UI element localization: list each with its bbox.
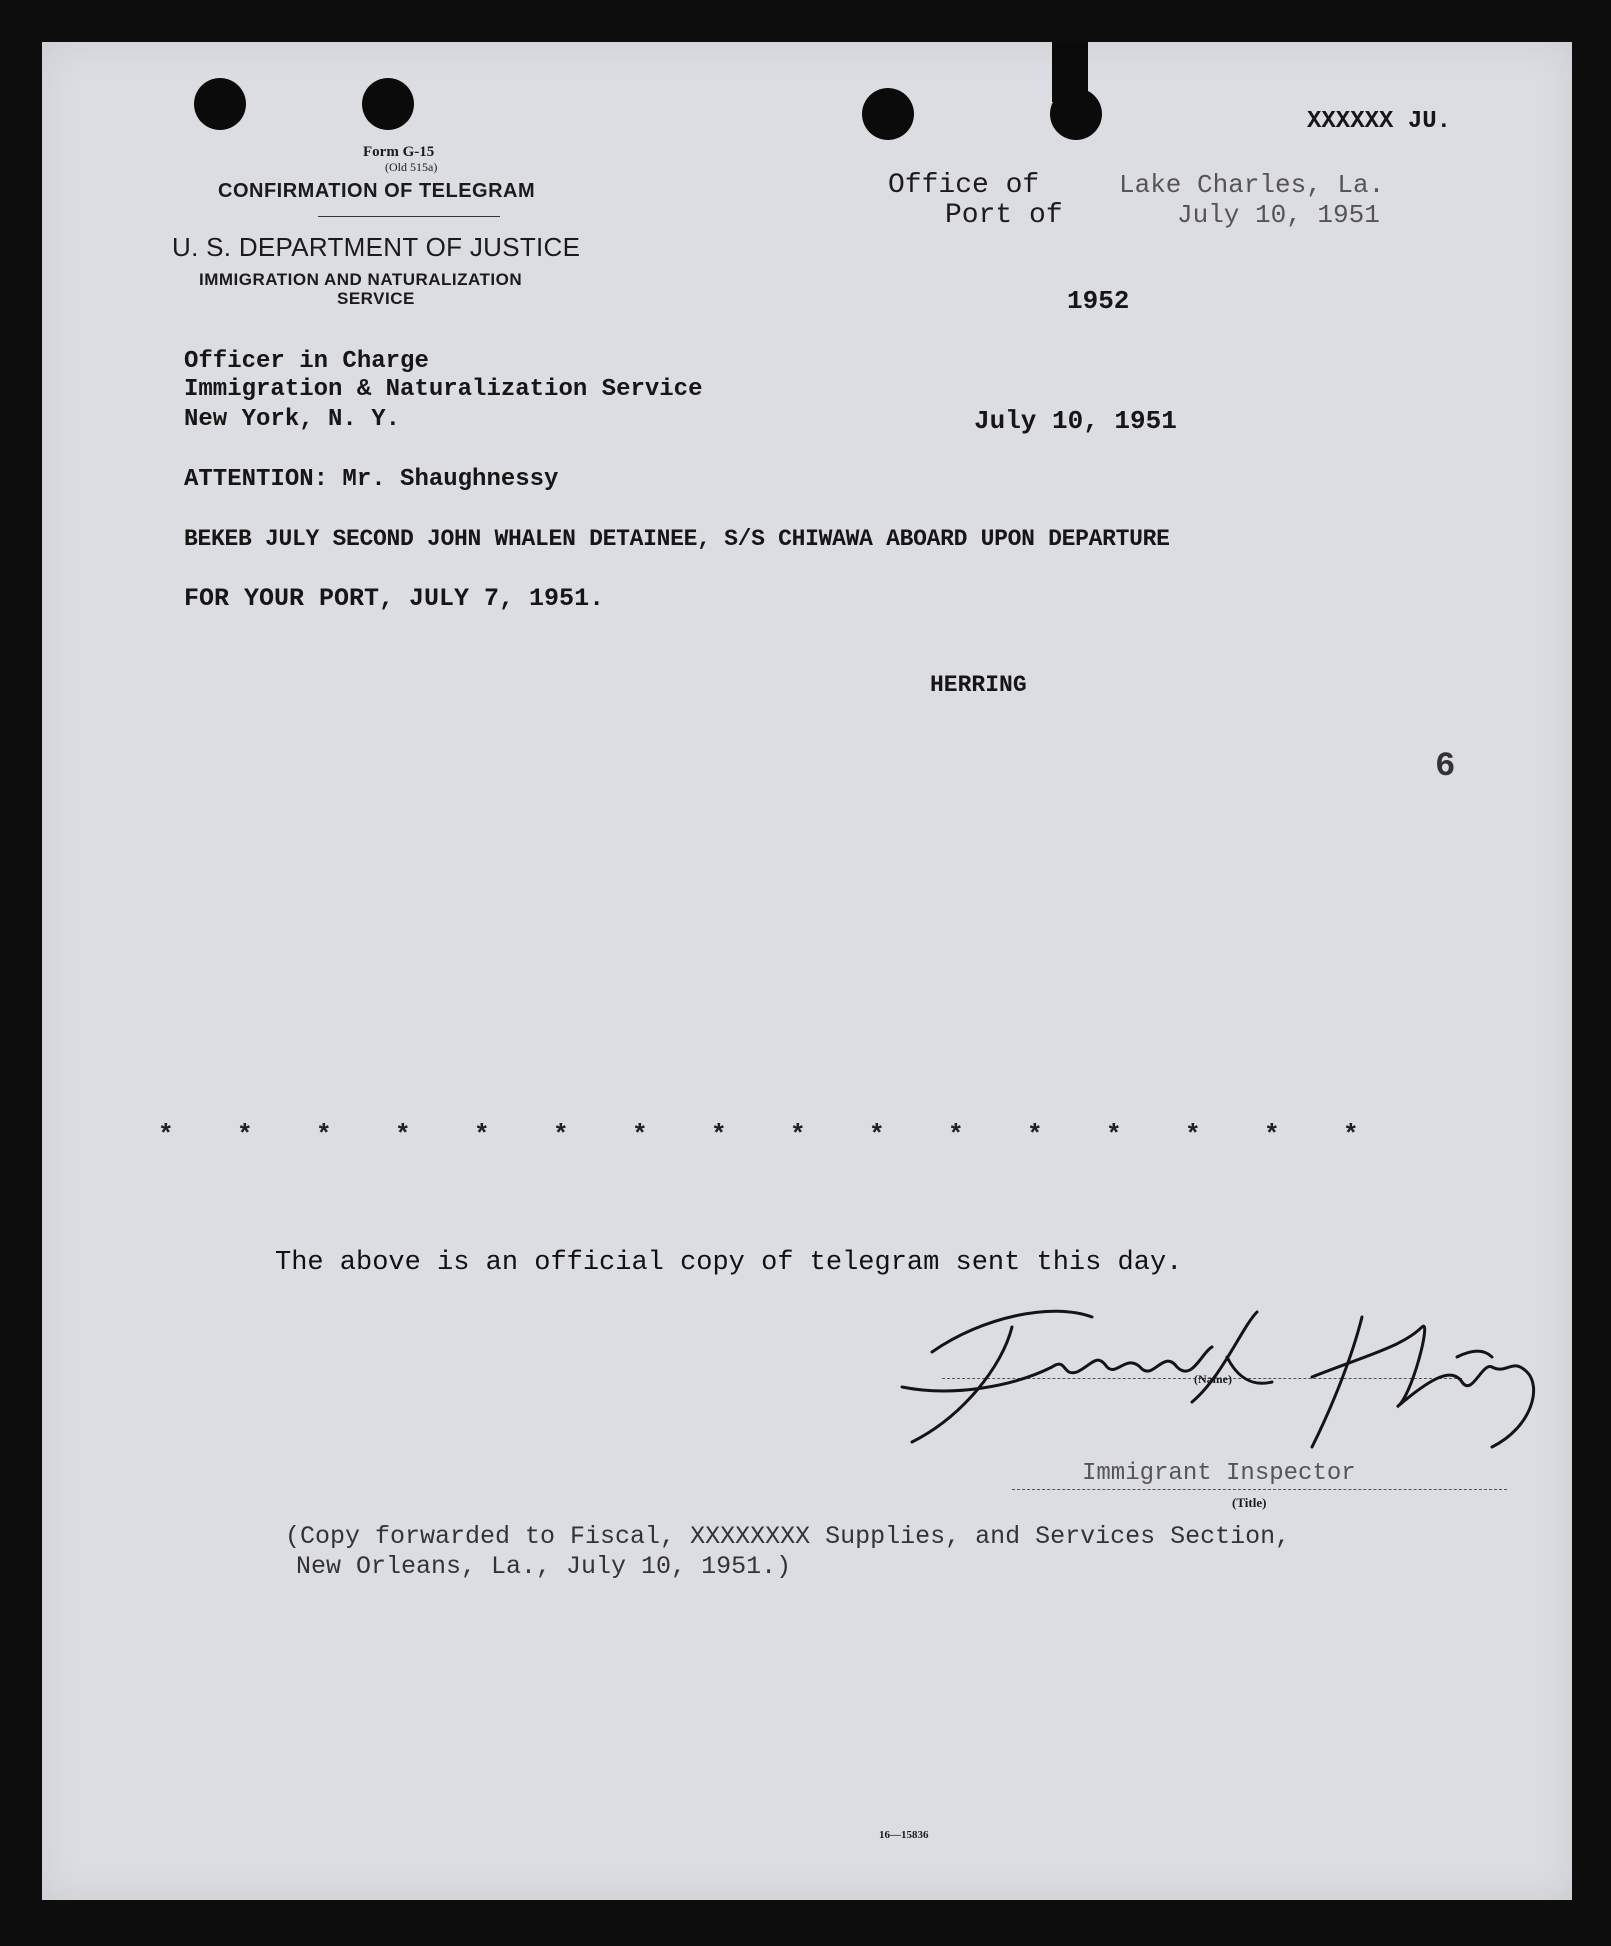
- separator-star: *: [869, 1120, 885, 1150]
- form-title: CONFIRMATION OF TELEGRAM: [218, 180, 536, 202]
- service-name-line2: SERVICE: [337, 289, 415, 308]
- addressee-line3: New York, N. Y.: [184, 406, 401, 433]
- certification-text: The above is an official copy of telegram sent this day.: [275, 1248, 1183, 1278]
- port-of-label: Port of: [945, 200, 1063, 231]
- name-caption: (Name): [1194, 1372, 1232, 1386]
- separator-star: *: [790, 1120, 806, 1150]
- separator-star: *: [316, 1120, 332, 1150]
- telegram-date: July 10, 1951: [974, 406, 1177, 436]
- form-old-number: (Old 515a): [385, 160, 438, 174]
- message-line2: FOR YOUR PORT, JULY 7, 1951.: [184, 584, 605, 613]
- separator-star: *: [1185, 1120, 1201, 1150]
- year: 1952: [1067, 286, 1130, 316]
- attention-line: ATTENTION: Mr. Shaughnessy: [184, 466, 559, 493]
- message-line1: BEKEB JULY SECOND JOHN WHALEN DETAINEE, S/S CHIWAWA ABOARD UPON DEPARTURE: [184, 526, 1170, 552]
- copy-note-line2: New Orleans, La., July 10, 1951.): [296, 1552, 792, 1581]
- separator-star: *: [158, 1120, 174, 1150]
- service-name-line1: IMMIGRATION AND NATURALIZATION: [199, 270, 523, 289]
- port-value: July 10, 1951: [1177, 200, 1380, 230]
- sender-name: HERRING: [930, 672, 1027, 698]
- separator-star: *: [1027, 1120, 1043, 1150]
- separator-star: *: [1264, 1120, 1280, 1150]
- title-value: Immigrant Inspector: [1082, 1460, 1356, 1487]
- separator-star: *: [1106, 1120, 1122, 1150]
- punch-hole: [862, 88, 914, 140]
- department-name: U. S. DEPARTMENT OF JUSTICE: [172, 232, 581, 262]
- handwritten-signature: [892, 1257, 1572, 1457]
- title-underline: [318, 216, 500, 217]
- tear-mark: [1052, 42, 1088, 102]
- punch-hole: [362, 78, 414, 130]
- print-code: 16—15836: [879, 1829, 929, 1841]
- copy-note-line1: (Copy forwarded to Fiscal, XXXXXXXX Supplies, and Services Section,: [285, 1522, 1291, 1551]
- telegram-document: [42, 42, 1572, 1900]
- addressee-line1: Officer in Charge: [184, 348, 429, 375]
- office-of-label: Office of: [888, 170, 1040, 201]
- corner-mark: XXXXXX JU.: [1307, 108, 1452, 135]
- separator-star: *: [1343, 1120, 1359, 1150]
- separator-star: *: [395, 1120, 411, 1150]
- title-line: [1012, 1489, 1507, 1490]
- addressee-line2: Immigration & Naturalization Service: [184, 376, 703, 403]
- page-number: 6: [1435, 748, 1456, 786]
- form-number: Form G-15: [363, 144, 435, 160]
- separator-star: *: [237, 1120, 253, 1150]
- separator-star: *: [553, 1120, 569, 1150]
- separator-star: *: [632, 1120, 648, 1150]
- title-caption: (Title): [1232, 1495, 1267, 1510]
- office-value: Lake Charles, La.: [1119, 170, 1385, 200]
- separator-star: *: [474, 1120, 490, 1150]
- separator-star: *: [711, 1120, 727, 1150]
- separator-star: *: [948, 1120, 964, 1150]
- punch-hole: [194, 78, 246, 130]
